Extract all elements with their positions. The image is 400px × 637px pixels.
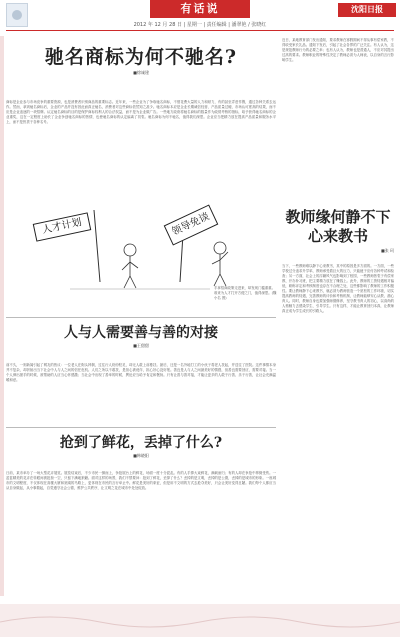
article-headline: 驰名商标为何不驰名?	[44, 46, 238, 68]
article-columns	[6, 363, 276, 383]
masthead	[0, 0, 400, 32]
article-teachers	[282, 38, 394, 598]
newspaper-emblem-icon	[6, 3, 28, 27]
column-title-banner: 有话说	[150, 0, 250, 18]
article-byline: ■韩晓阳	[133, 453, 149, 458]
cartoon-sign-talent-plan: 人才计划	[33, 212, 92, 241]
cartoon-sign-leaders-exempt: 领导免谈	[164, 204, 219, 245]
article-kindness	[6, 322, 276, 422]
article-headline: 教师缘何静不下心来教书	[285, 208, 391, 245]
newspaper-logo: 沈阳日报	[338, 3, 396, 17]
article-body: 日前，某市举办了一场大型花卉展览。展览结束后，不少市民一拥而上，争抢展台上的鲜花，场面一度十分混乱。有的人手捧大束鲜花，满载而归；有的人却在争抢中摔倒受伤。一盆盆精美的花卉在转眼间被抢掠一空，只留下满地狼藉。面对这样的场景，我们不禁要问：抢到了鲜花，丢掉了什么？丢掉的是文明，丢掉的是公德，丢掉的是城市的形象。一座城市的文明程度，不仅体现在高楼大厦和宽阔的马路上，更体现在市民的言行举止中。鲜花是美好的象征，但是用不文明的方式去抢夺美好，只会让美好变得丑陋。我们每个人都应当从自身做起，从小事做起，自觉遵守社会公德，维护公共秩序，让文明之花在城市中处处绽放。	[6, 471, 276, 490]
cartoon-caption: 手拿招商政策走进来，却发现门槛重重。谁来为人才打开方便之门，值得深思。(魏小名 图)	[214, 286, 277, 300]
article-columns	[6, 471, 276, 491]
section-divider	[6, 317, 276, 318]
article-body: 前不久，一则新闻引起了网友的热议：一位老人在街头摔倒，过往行人纷纷驻足，却无人敢上前搀扶。最后，还是一名外地打工的小伙子将老人扶起，并送往了医院。这件事情本身并不复杂，却折射出当下社会中人与人之间的信任危机。人们之所以不敢扶，是担心被讹诈，担心好心没好报。善良是人与人之间最美好的情感，但善良需要回应，需要对接。当一个人伸出援手的时候，被帮助的人应当心怀感激；当社会中出现了善举的时候，舆论应当给予肯定和褒扬。只有让善与善对接，才能让更多的人敢于行善、乐于行善，让社会充满温暖和爱。	[6, 363, 276, 382]
article-body: 商标是企业参与市场竞争的重要资源，也是消费者识别商品的重要标志。近年来，一些企业为了争取驰名商标，不惜花费大量的人力和财力，有的甚至弄虚作假，通过各种关系去运作。然而，拿到驰名商标后，企业的产品并没有因此而真正驰名，消费者对这些商标依然知之甚少。驰名商标本应是企业长期诚信经营、产品质量过硬、市场认可度高的结果，而不应是企业追逐的一块招牌。认定驰名商标的目的是保护商标权利人的合法权益，而不是为企业做广告。一些地方政府将驰名商标的数量作为政绩考核的指标，给予获得驰名商标的企业重奖，这在一定程度上助长了企业争创驰名商标的热情，也使驰名商标的认定偏离了初衷。驰名商标为何不驰名，值得我们深思。企业应当把精力放在提高产品质量和服务水平上，而不是热衷于各种名号。	[6, 100, 276, 124]
issue-date-line: 2012 年 12 月 28 日 | 星期一 | 责任编辑 | 潘翠艳 / 张晓红	[133, 22, 267, 28]
decorative-side-band	[0, 36, 4, 596]
article-headline: 抢到了鲜花，丢掉了什么?	[59, 435, 223, 451]
article-body: 当下，一些教师难以静下心来教书，其中的原因是多方面的。一方面，一些学校过分追求升学率，教师承受着巨大的压力，只能疲于应付各种考试和检查；另一方面，社会上的浮躁风气也影响到了校园，一些教师热衷于有偿家教、开办补习班，把主要精力放在了赚钱上。此外，教师的工资待遇相对偏低，职称评定和考核制度也存在不合理之处，这些都影响了教师的工作积极性。要让教师静下心来教书，就必须为教师营造一个宽松的工作环境，切实提高教师的待遇，完善教师的评价和考核机制，让教师能够安心从教、潜心育人。同时，教师自身也要加强师德修养，坚守教书育人的初心，以高尚的人格魅力去感染学生、引导学生。只有这样，才能让教育回归本真，让教师真正成为学生成长的引路人。	[282, 264, 394, 313]
article-intro: 近日，某地教育部门发出通知，要求教师在寒假期间不得从事有偿家教，不得收受家长礼品。通知下发后，引起了社会各界的广泛关注。有人认为，这是规范教师行为的必要之举；也有人认为，教师也是普通人，不应对其提出过高的要求。教师职业的特殊性决定了教师必须为人师表，以自身的言行影响学生。	[282, 38, 394, 62]
article-flowers	[6, 432, 276, 602]
article-headline: 人与人需要善与善的对接	[64, 325, 218, 341]
article-columns	[6, 100, 276, 125]
article-byline: ■张 珂	[380, 248, 394, 253]
masthead-divider	[6, 30, 394, 31]
article-byline: ■王甜甜	[133, 343, 149, 348]
decorative-bottom-band	[0, 604, 400, 637]
section-divider	[6, 427, 276, 428]
article-byline: ■徐诚建	[133, 70, 149, 75]
